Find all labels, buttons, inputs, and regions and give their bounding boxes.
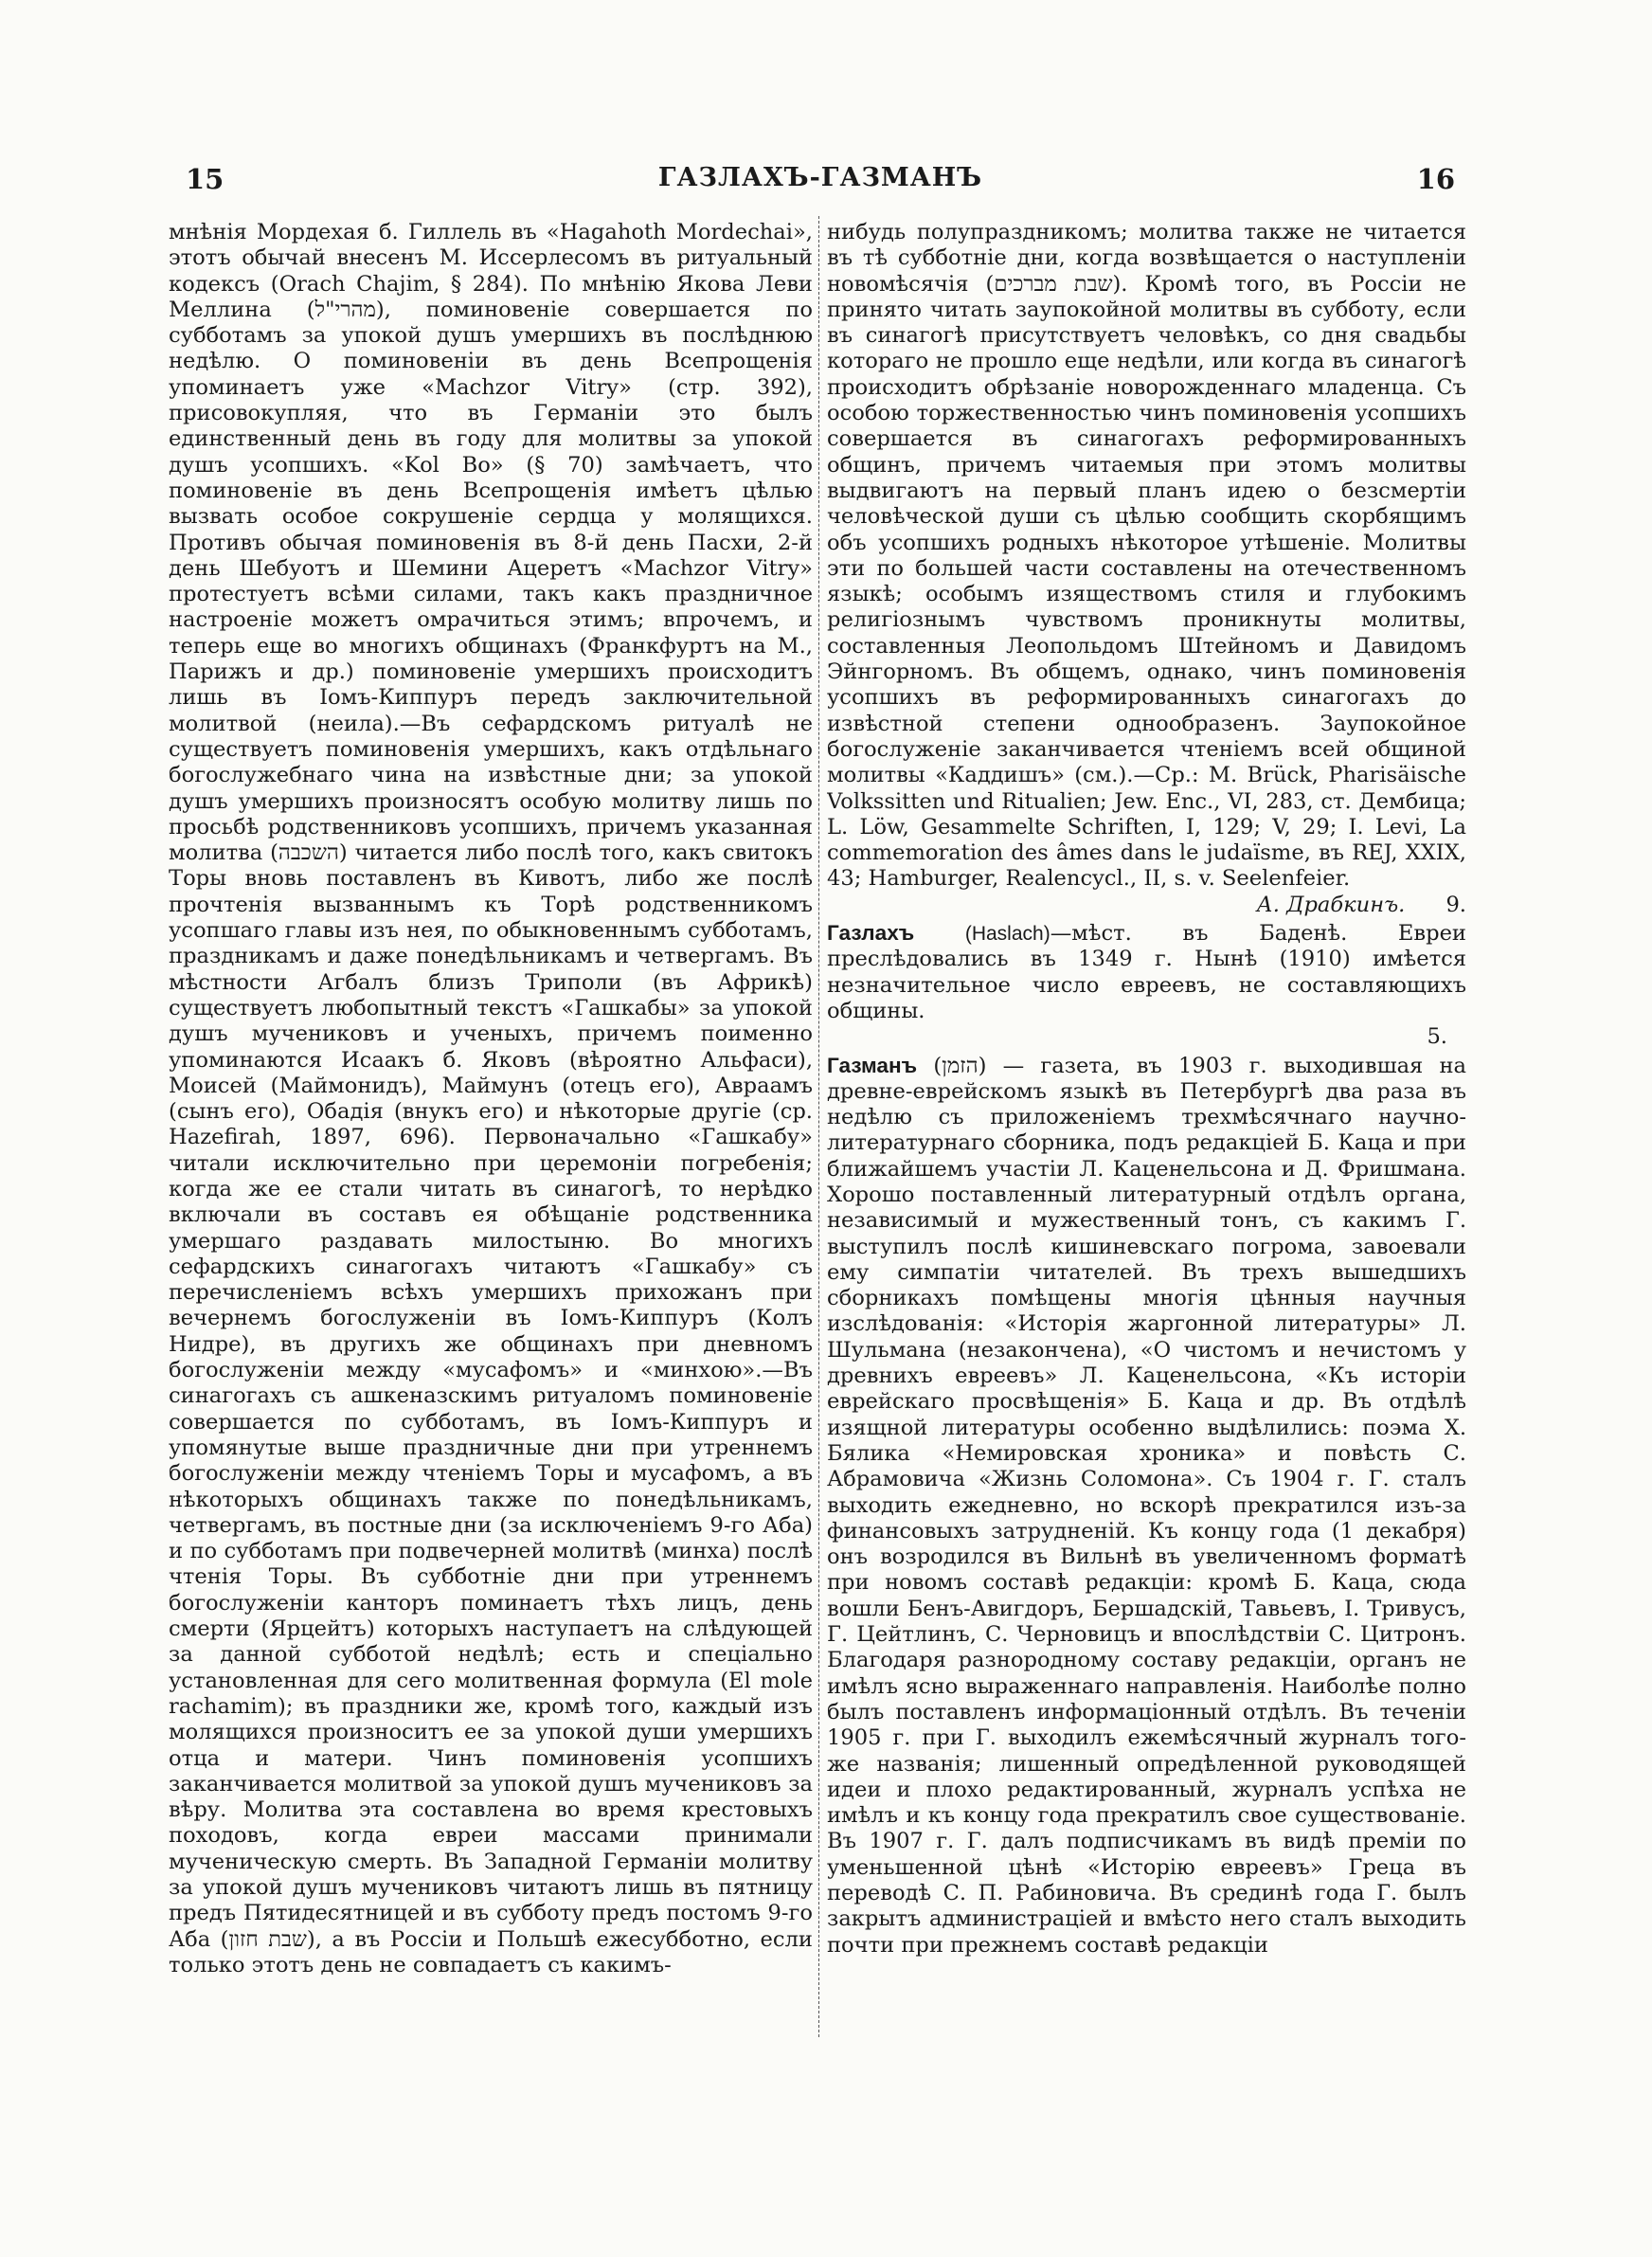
page-number-left: 15 — [186, 163, 224, 195]
latin-name-gazlach: (Haslach) — [964, 923, 1050, 946]
column-divider — [818, 216, 819, 2037]
article-gazlach-number: 5. — [1427, 1024, 1447, 1050]
article-gazlach-number-line — [827, 1024, 1466, 1050]
left-column — [169, 220, 813, 2115]
signature-line — [827, 893, 1466, 918]
signature-number: 9. — [1446, 892, 1466, 917]
article-gazlach-text: —мѣст. въ Баденѣ. Евреи преслѣдовались въ 1349 г. Нынѣ (1910) имѣется незначительное число евреевъ, не составляющихъ общины. — [827, 921, 1466, 1023]
page-number-right: 16 — [1416, 163, 1455, 195]
right-column — [827, 220, 1466, 2115]
article-gazman-text: — газета, въ 1903 г. выходившая на древне-еврейскомъ языкѣ въ Петербургѣ два раза въ недѣлю съ приложеніемъ трехмѣсячнаго научно-литературнаго сборника, подъ редакціей Б. Каца и при ближайшемъ участіи Л. Каценельсона и Д. Фришмана. Хорошо поставленный литературный отдѣлъ органа, независимый и мужественный тонъ, съ какимъ Г. выступилъ послѣ кишиневскаго погрома, завоевали ему симпатіи читателей. Въ трехъ вышедшихъ сборникахъ помѣщены многія цѣнныя научныя изслѣдованія: «Исторія жаргонной литературы» Л. Шульмана (незакончена), «О чистомъ и нечистомъ у древнихъ евреевъ» Л. Каценельсона, «Къ исторіи еврейскаго просвѣщенія» Б. Каца и др. Въ отдѣлѣ изящной литературы особенно выдѣлились: поэма Х. Бялика «Немировская хроника» и повѣсть С. Абрамовича «Жизнь Соломона». Съ 1904 г. Г. сталъ выходить ежедневно, но вскорѣ прекратился изъ-за финансовыхъ затрудненій. Къ концу года (1 декабря) онъ возродился въ Вильнѣ въ увеличенномъ форматѣ при новомъ составѣ редакціи: кромѣ Б. Каца, сюда вошли Бенъ-Авигдоръ, Бершадскій, Тавьевъ, І. Тривусъ, Г. Цейтлинъ, С. Черновицъ и впослѣдствіи С. Цитронъ. Благодаря разнородному составу редакціи, органъ не имѣлъ ясно выраженнаго направленія. Наиболѣе полно былъ поставленъ информаціонный отдѣлъ. Въ теченіи 1905 г. при Г. выходилъ ежемѣсячный журналъ того-же названія; лишенный опредѣленной руководящей идеи и плохо редактированный, журналъ успѣха не имѣлъ и къ концу года прекратилъ свое существованіе. Въ 1907 г. Г. далъ подписчикамъ въ видѣ преміи по уменьшенной цѣнѣ «Исторію евреевъ» Греца въ переводѣ С. П. Рабиновича. Въ срединѣ года Г. былъ закрытъ администраціей и вмѣсто него сталъ выходить почти при прежнемъ составѣ редакціи — [827, 1053, 1466, 1958]
right-column-continuation: нибудь полупраздникомъ; молитва также не читается въ тѣ субботніе дни, когда возвѣщается о наступленіи новомѣсячія (שבת מברכים). Кромѣ того, въ Россіи не принято читать заупокойной молитвы въ субботу, если въ синагогѣ присутствуетъ человѣкъ, со дня свадьбы котораго не прошло еще недѣли, или когда въ синагогѣ происходитъ обрѣзаніе новорожденнаго младенца. Съ особою торжественностью чинъ поминовенія усопшихъ совершается въ синагогахъ реформированныхъ общинъ, причемъ читаемыя при этомъ молитвы выдвигаютъ на первый планъ идею о безсмертіи человѣческой души съ цѣлью сообщить скорбящимъ объ усопшихъ родныхъ нѣкоторое утѣшеніе. Молитвы эти по большей части составлены на отечественномъ языкѣ; особымъ изяществомъ стиля и глубокимъ религіознымъ чувствомъ проникнуты молитвы, составленныя Леопольдомъ Штейномъ и Давидомъ Эйнгорномъ. Въ общемъ, однако, чинъ поминовенія усопшихъ въ реформированныхъ синагогахъ до извѣстной степени однообразенъ. Заупокойное богослуженіе заканчивается чтеніемъ всей общиной молитвы «Каддишъ» (см.).—Ср.: M. Brück, Pharisäische Volkssitten und Ritualien; Jew. Enc., VI, 283, ст. Дембица; L. Löw, Gesammelte Schriften, I, 129; V, 29; I. Levi, La commemoration des âmes dans le judaïsme, въ REJ, XXIX, 43; Hamburger, Realencycl., II, s. v. Seelenfeier. — [827, 220, 1466, 892]
left-column-text: мнѣнія Мордехая б. Гиллель въ «Hagahoth Mordechai», этотъ обычай внесенъ М. Иссерлесомъ въ ритуальный кодексъ (Orach Chajim, § 284). По мнѣнію Якова Леви Меллина (מהרי"ל), поминовеніе совершается по субботамъ за упокой душъ умершихъ въ послѣднюю недѣлю. О поминовеніи въ день Всепрощенія упоминаетъ уже «Machzor Vitry» (стр. 392), присовокупляя, что въ Германіи это былъ единственный день въ году для молитвы за упокой душъ усопшихъ. «Kol Bo» (§ 70) замѣчаетъ, что поминовеніе въ день Всепрощенія имѣетъ цѣлью вызвать особое сокрушеніе сердца у молящихся. Противъ обычая поминовенія въ 8-й день Пасхи, 2-й день Шебуотъ и Шемини Ацеретъ «Machzor Vitry» протестуетъ всѣми силами, такъ какъ праздничное настроеніе можетъ омрачиться этимъ; впрочемъ, и теперь еще во многихъ общинахъ (Франкфуртъ на М., Парижъ и др.) поминовеніе умершихъ происходитъ лишь въ Іомъ-Киппуръ передъ заключительной молитвой (неила).—Въ сефардскомъ ритуалѣ не существуетъ поминовенія умершихъ, какъ отдѣльнаго богослужебнаго чина на извѣстные дни; за упокой душъ умершихъ произносятъ особую молитву лишь по просьбѣ родственниковъ усопшихъ, причемъ указанная молитва (השכבה) читается либо послѣ того, какъ свитокъ Торы вновь поставленъ въ Кивотъ, либо же послѣ прочтенія вызваннымъ къ Торѣ родственникомъ усопшаго главы изъ нея, по обыкновеннымъ субботамъ, праздникамъ и даже понедѣльникамъ и четвергамъ. Въ мѣстности Агбалъ близъ Триполи (въ Африкѣ) существуетъ любопытный текстъ «Гашкабы» за упокой душъ мучениковъ и ученыхъ, причемъ поименно упоминаются Исаакъ б. Яковъ (вѣроятно Альфаси), Моисей (Маймонидъ), Маймунъ (отецъ его), Авраамъ (сынъ его), Обадія (внукъ его) и нѣкоторые другіе (ср. Hazefirah, 1897, 696). Первоначально «Гашкабу» читали исключительно при церемоніи погребенія; когда же ее стали читать въ синагогѣ, то нерѣдко включали въ составъ ея обѣщаніе родственника умершаго раздавать милостыню. Во многихъ сефардскихъ синагогахъ читаютъ «Гашкабу» съ перечисленіемъ всѣхъ умершихъ прихожанъ при вечернемъ богослуженіи въ Іомъ-Киппуръ (Колъ Нидре), въ другихъ же общинахъ при дневномъ богослуженіи между «мусафомъ» и «минхою».—Въ синагогахъ съ ашкеназскимъ ритуаломъ поминовеніе совершается по субботамъ, въ Іомъ-Киппуръ и упомянутые выше праздничные дни при утреннемъ богослуженіи между чтеніемъ Торы и мусафомъ, а въ нѣкоторыхъ общинахъ также по понедѣльникамъ, четвергамъ, въ постные дни (за исключеніемъ 9-го Аба) и по субботамъ при подвечерней молитвѣ (минха) послѣ чтенія Торы. Въ субботніе дни при утреннемъ богослуженіи канторъ поминаетъ тѣхъ лицъ, день смерти (Ярцейтъ) которыхъ наступаетъ на слѣдующей за данной субботой недѣлѣ; есть и спеціально установленная для сего молитвенная формула (El mole rachamim); въ праздники же, кромѣ того, каждый изъ молящихся произноситъ ее за упокой души умершихъ отца и матери. Чинъ поминовенія усопшихъ заканчивается молитвой за упокой душъ мучениковъ за вѣру. Молитва эта составлена во время крестовыхъ походовъ, когда евреи массами принимали мученическую смерть. Въ Западной Германіи молитву за упокой душъ мучениковъ читаютъ лишь въ пятницу предъ Пятидесятницей и въ субботу предъ постомъ 9-го Аба (שבת חזון), а въ Россіи и Польшѣ ежесубботно, если только этотъ день не совпадаетъ съ какимъ- — [169, 220, 813, 1977]
headword-gazlach: Газлахъ — [827, 921, 915, 946]
hebrew-name-gazman: (הזמן) — [933, 1053, 987, 1078]
article-gazman — [827, 1053, 1466, 1959]
running-title: ГАЗЛАХЪ-ГАЗМАНЪ — [657, 163, 983, 192]
page-header — [186, 163, 1455, 201]
headword-gazman: Газманъ — [827, 1053, 918, 1077]
author-signature: А. Драбкинъ. — [1256, 892, 1406, 917]
article-gazlach — [827, 920, 1466, 1024]
